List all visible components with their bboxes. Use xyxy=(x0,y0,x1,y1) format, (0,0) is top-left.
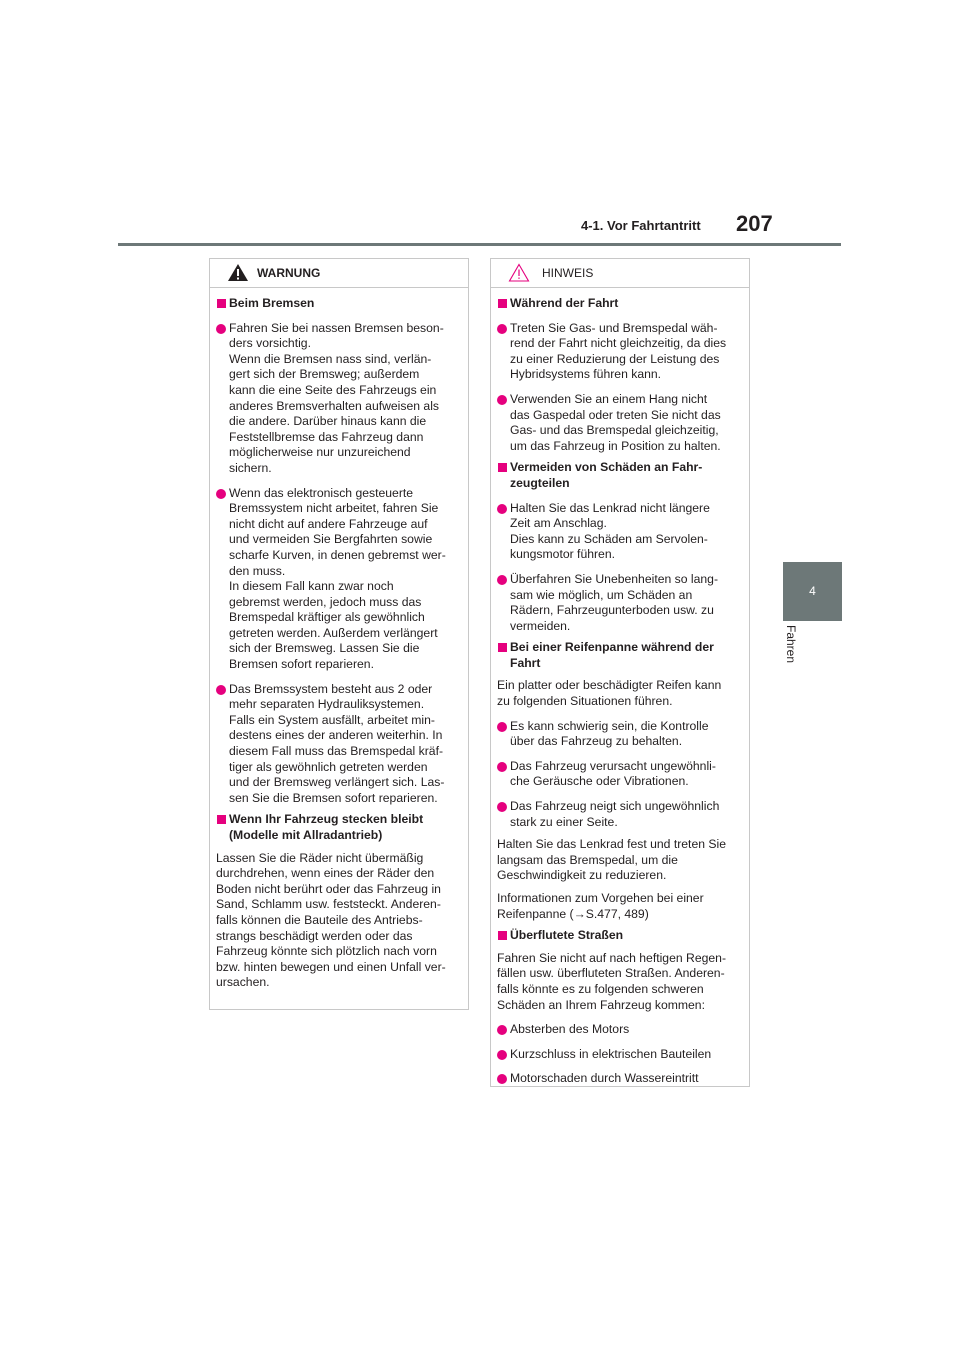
warning-heading-braking: Beim Bremsen xyxy=(216,296,462,312)
notice-heading-flooded: Überflutete Straßen xyxy=(497,928,743,944)
notice-bullet-pedals: Treten Sie Gas- und Bremspedal wäh- rend der Fahrt nicht gleichzeitig, da dies zu einer Reduzierung der Leistung des Hybridsystems führen kann. xyxy=(497,321,743,383)
header-rule xyxy=(118,243,841,246)
chapter-label xyxy=(778,625,808,685)
notice-bullet-slope: Verwenden Sie an einem Hang nicht das Gaspedal oder treten Sie nicht das Gas- und das Bremspedal gleichzeitig, um das Fahrzeug in Position zu halten. xyxy=(497,392,743,454)
notice-heading-damage: Vermeiden von Schäden an Fahr- zeugteilen xyxy=(497,460,743,491)
warning-bullet-electronic-brake: Wenn das elektronisch gesteuerte Bremssystem nicht arbeitet, fahren Sie nicht dicht auf andere Fahrzeuge auf und vermeiden Sie Bergfahrten sowie scharfe Kurven, in denen gebremst wer- den muss. In diesem Fall kann zwar noch gebremst werden, jedoch muss das Bremspedal kräftiger als gewöhnlich getreten werden. Außerdem verlängert sich der Bremsweg. Lassen Sie die Bremsen sofort reparieren. xyxy=(216,486,462,673)
chapter-tab: 4 xyxy=(783,562,842,621)
notice-bullet-noise: Das Fahrzeug verursacht ungewöhnli- che Geräusche oder Vibrationen. xyxy=(497,759,743,790)
notice-bullet-short-circuit: Kurzschluss in elektrischen Bauteilen xyxy=(497,1047,743,1063)
notice-box xyxy=(490,258,750,1087)
notice-heading-driving: Während der Fahrt xyxy=(497,296,743,312)
notice-bullet-control: Es kann schwierig sein, die Kontrolle über das Fahrzeug zu behalten. xyxy=(497,719,743,750)
section-title: 4-1. Vor Fahrtantritt xyxy=(581,218,701,233)
warning-bullet-wet-brakes: Fahren Sie bei nassen Bremsen beson- ders vorsichtig. Wenn die Bremsen nass sind, verlän- gert sich der Bremsweg; außerdem kann die eine Seite des Fahrzeugs ein anderes Bremsverhalten aufweisen als die andere. Darüber hinaus kann die Feststellbremse das Fahrzeug dann möglicherweise nur unzureichend sichern. xyxy=(216,321,462,477)
warning-bullet-hydraulic: Das Bremssystem besteht aus 2 oder mehr separaten Hydrauliksystemen. Falls ein System ausfällt, arbeitet min- destens eines der anderen weiterhin. In diesem Fall muss das Bremspedal kräf- tiger als gewöhnlich getreten werden und der Bremsweg verlängert sich. Las- sen Sie die Bremsen sofort reparieren. xyxy=(216,682,462,807)
warning-heading-stuck: Wenn Ihr Fahrzeug stecken bleibt (Modelle mit Allradantrieb) xyxy=(216,812,462,843)
notice-paragraph-reference: Informationen zum Vorgehen bei einer Reifenpanne (→S.477, 489) xyxy=(497,891,704,921)
warning-header xyxy=(210,259,468,288)
notice-content xyxy=(491,288,749,1087)
notice-bullet-bumps: Überfahren Sie Unebenheiten so lang- sam wie möglich, um Schäden an Rädern, Fahrzeugunterboden usw. zu vermeiden. xyxy=(497,572,743,634)
notice-paragraph-flooded: Fahren Sie nicht auf nach heftigen Regen- fällen usw. überfluteten Straßen. Anderen- falls könnte es zu folgenden schweren Schäden an Ihrem Fahrzeug kommen: xyxy=(497,950,727,1012)
notice-bullet-steering: Halten Sie das Lenkrad nicht längere Zeit am Anschlag. Dies kann zu Schäden am Servolen- kungsmotor führen. xyxy=(497,501,743,563)
warning-box xyxy=(209,258,469,1010)
notice-triangle-icon xyxy=(508,263,530,282)
warning-paragraph-stuck: Lassen Sie die Räder nicht übermäßig durchdrehen, wenn eines der Räder den Boden nicht berührt oder das Fahrzeug in Sand, Schlamm usw. feststeckt. Anderen- falls können die Bauteile des Antriebs- strangs beschädigt werden oder das Fahrzeug könnte sich plötzlich nach vorn bzw. hinten bewegen und einen Unfall ver- ursachen. xyxy=(216,850,446,990)
notice-paragraph-flat-tire: Ein platter oder beschädigter Reifen kann zu folgenden Situationen führen. xyxy=(497,678,722,709)
notice-paragraph-hold-wheel: Halten Sie das Lenkrad fest und treten Sie langsam das Bremspedal, um die Geschwindigkeit zu reduzieren. xyxy=(497,837,726,883)
notice-bullet-lean: Das Fahrzeug neigt sich ungewöhnlich stark zu einer Seite. xyxy=(497,799,743,830)
page-number: 207 xyxy=(736,211,773,236)
notice-header xyxy=(491,259,749,288)
notice-title: HINWEIS xyxy=(542,266,594,280)
notice-bullet-stall: Absterben des Motors xyxy=(497,1022,743,1038)
warning-triangle-icon xyxy=(227,263,249,282)
chapter-label-text: Fahren xyxy=(784,625,798,664)
warning-title: WARNUNG xyxy=(257,266,321,280)
notice-bullet-engine-damage: Motorschaden durch Wassereintritt xyxy=(497,1071,743,1087)
notice-heading-flat-tire: Bei einer Reifenpanne während der Fahrt xyxy=(497,640,743,671)
warning-content xyxy=(210,288,468,991)
